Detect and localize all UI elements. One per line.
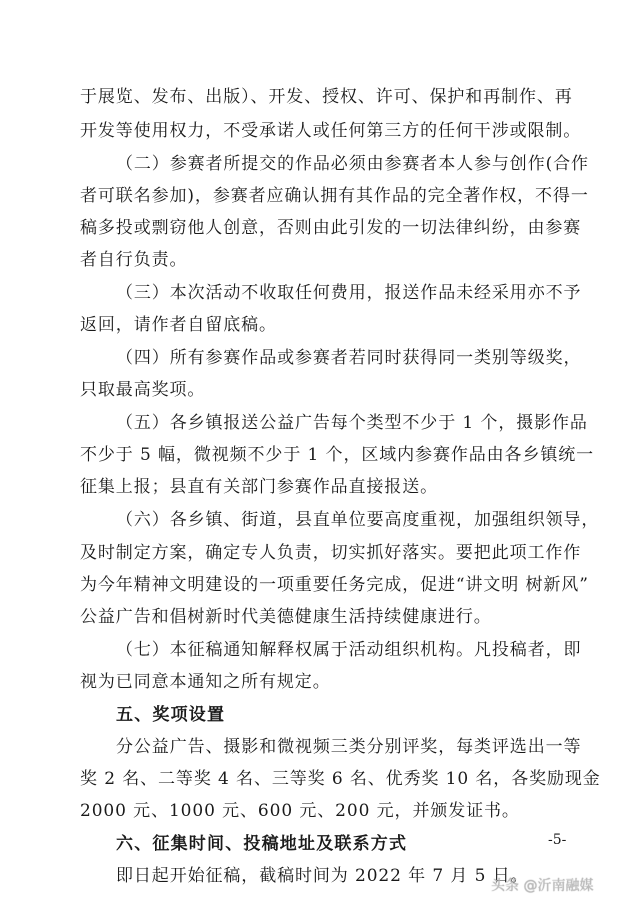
paragraph-line: 只取最高奖项。 [80, 380, 206, 400]
paragraph-line: 即日起开始征稿，截稿时间为 2022 年 7 月 5 日。 [116, 866, 529, 886]
paragraph-line: （六）各乡镇、街道，县直单位要高度重视，加强组织领导， [116, 510, 600, 530]
paragraph-line: （五）各乡镇报送公益广告每个类型不少于 1 个，摄影作品 [116, 413, 588, 433]
paragraph-line: （七）本征稿通知解释权属于活动组织机构。凡投稿者，即 [116, 640, 582, 660]
paragraph-line: 征集上报；县直有关部门参赛作品直接报送。 [80, 477, 438, 497]
section-heading: 六、征集时间、投稿地址及联系方式 [116, 834, 408, 854]
paragraph-line: 开发等使用权力，不受承诺人或任何第三方的任何干涉或限制。 [80, 121, 582, 141]
paragraph-line: 奖 2 名、二等奖 4 名、三等奖 6 名、优秀奖 10 名，各奖励现金 [80, 769, 601, 789]
paragraph-line: 视为已同意本通知之所有规定。 [80, 672, 331, 692]
section-heading: 五、奖项设置 [116, 705, 226, 725]
paragraph-line: （三）本次活动不收取任何费用，报送作品未经采用亦不予 [116, 283, 582, 303]
watermark: 头条 @沂南融媒 [491, 878, 594, 894]
paragraph-line: （四）所有参赛作品或参赛者若同时获得同一类别等级奖， [116, 348, 582, 368]
page-number: -5- [548, 832, 567, 848]
paragraph-line: 及时制定方案，确定专人负责，切实抓好落实。要把此项工作作 [80, 543, 582, 563]
paragraph-line: 不少于 5 幅，微视频不少于 1 个，区域内参赛作品由各乡镇统一 [80, 445, 595, 465]
paragraph-line: 为今年精神文明建设的一项重要任务完成，促进“讲文明 树新风” [80, 575, 589, 595]
paragraph-line: 者可联名参加)，参赛者应确认拥有其作品的完全著作权，不得一 [80, 186, 589, 206]
paragraph-line: 返回，请作者自留底稿。 [80, 315, 277, 335]
paragraph-line: 2000 元、1000 元、600 元、200 元，并颁发证书。 [80, 801, 520, 821]
paragraph-line: （二）参赛者所提交的作品必须由参赛者本人参与创作(合作 [116, 154, 589, 174]
paragraph-line: 公益广告和倡树新时代美德健康生活持续健康进行。 [80, 607, 492, 627]
paragraph-line: 稿多投或剽窃他人创意，否则由此引发的一切法律纠纷，由参赛 [80, 218, 582, 238]
paragraph-line: 者自行负责。 [80, 250, 188, 270]
paragraph-line: 于展览、发布、出版）、开发、授权、许可、保护和再制作、再 [80, 87, 573, 107]
paragraph-line: 分公益广告、摄影和微视频三类分别评奖，每类评选出一等 [116, 737, 582, 757]
